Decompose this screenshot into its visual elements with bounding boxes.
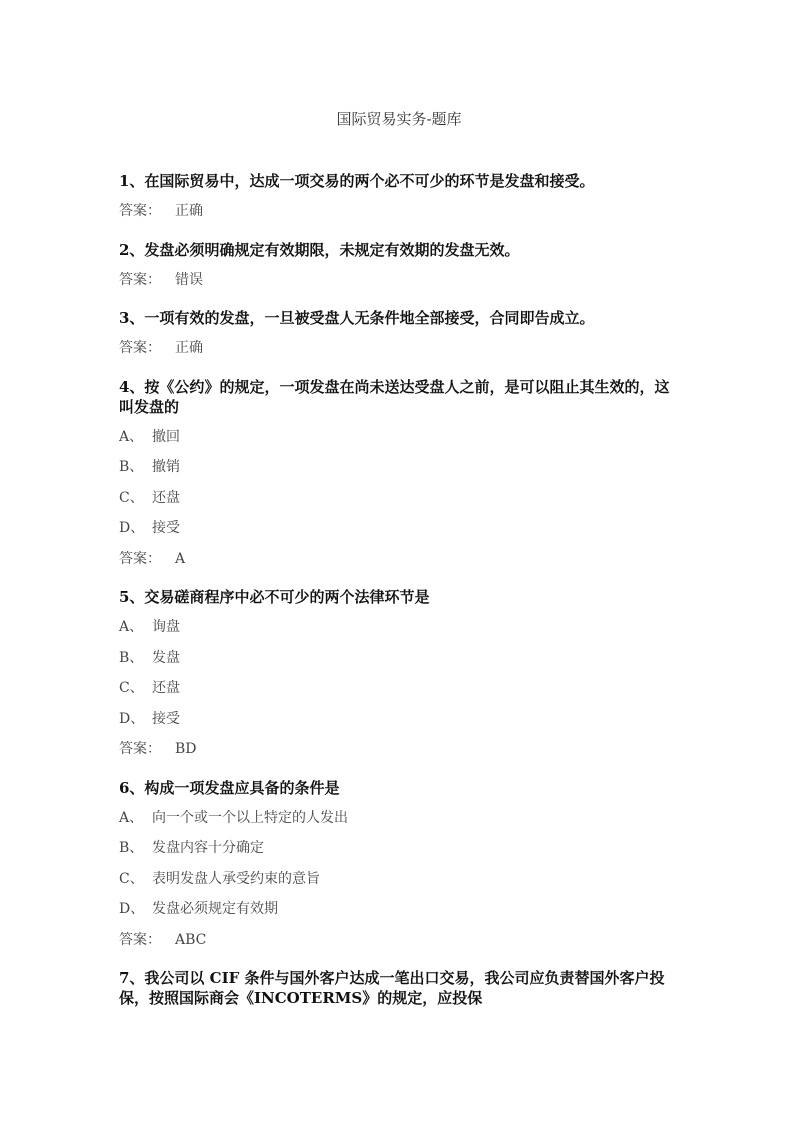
answer-option xyxy=(119,483,679,514)
answer-option xyxy=(119,612,679,643)
option-text: 发盘内容十分确定 xyxy=(152,840,264,856)
answer-value: A xyxy=(175,550,186,567)
option-key: B、 xyxy=(119,649,144,666)
answer-option xyxy=(119,673,679,704)
option-text: 还盘 xyxy=(152,680,180,696)
option-text: 撤回 xyxy=(152,428,180,445)
option-key: A、 xyxy=(119,809,144,826)
answer-option xyxy=(119,803,679,834)
option-text: 向一个或一个以上特定的人发出 xyxy=(152,809,348,826)
answer-option xyxy=(119,864,679,895)
option-key: A、 xyxy=(119,619,144,635)
option-text: 表明发盘人承受约束的意旨 xyxy=(152,870,320,887)
answer-line xyxy=(119,196,679,227)
answer-line xyxy=(119,544,679,575)
option-key: D、 xyxy=(119,901,145,917)
answer-value: 正确 xyxy=(175,340,203,356)
question-text: 3、一项有效的发盘，一旦被受盘人无条件地全部接受，合同即告成立。 xyxy=(119,309,595,327)
option-key: C、 xyxy=(119,489,144,506)
option-key: C、 xyxy=(119,870,144,887)
answer-label: 答案： xyxy=(119,203,161,219)
answer-value: 正确 xyxy=(175,203,203,219)
answer-value: 错误 xyxy=(175,271,203,288)
answer-label: 答案： xyxy=(119,271,161,288)
option-key: B、 xyxy=(119,840,144,856)
answer-label: 答案： xyxy=(119,741,161,757)
answer-option xyxy=(119,643,679,674)
answer-option xyxy=(119,894,679,925)
answer-option xyxy=(119,704,679,735)
answer-option xyxy=(119,513,679,544)
answer-line xyxy=(119,925,679,956)
option-text: 接受 xyxy=(152,520,180,536)
option-key: B、 xyxy=(119,459,144,475)
option-key: D、 xyxy=(119,520,145,536)
option-text: 询盘 xyxy=(152,619,180,635)
answer-label: 答案： xyxy=(119,931,161,948)
answer-line xyxy=(119,265,679,296)
answer-line xyxy=(119,734,679,765)
option-text: 撤销 xyxy=(152,459,180,475)
option-text: 发盘必须规定有效期 xyxy=(152,901,278,917)
question-text: 6、构成一项发盘应具备的条件是 xyxy=(119,778,340,797)
option-text: 发盘 xyxy=(152,649,180,666)
question-text: 5、交易磋商程序中必不可少的两个法律环节是 xyxy=(119,588,430,606)
answer-value: ABC xyxy=(175,931,207,948)
answer-value: BD xyxy=(175,741,197,757)
answer-option xyxy=(119,422,679,453)
question-text: 2、发盘必须明确规定有效期限，未规定有效期的发盘无效。 xyxy=(119,240,520,259)
question-text: 7、我公司以 CIF 条件与国外客户达成一笔出口交易，我公司应负责替国外客户投保，按照国际商会《INCOTERMS》的规定，应投保 xyxy=(119,969,665,1007)
question-list xyxy=(119,171,679,1013)
option-key: C、 xyxy=(119,680,144,696)
option-key: D、 xyxy=(119,710,145,727)
option-key: A、 xyxy=(119,428,144,445)
answer-option xyxy=(119,452,679,483)
option-text: 还盘 xyxy=(152,489,180,506)
question-text: 1、在国际贸易中，达成一项交易的两个必不可少的环节是发盘和接受。 xyxy=(119,172,595,190)
question-text: 4、按《公约》的规定，一项发盘在尚未送达受盘人之前，是可以阻止其生效的，这叫发盘的 xyxy=(119,377,670,416)
answer-label: 答案： xyxy=(119,340,161,356)
document-title: 国际贸易实务-题库 xyxy=(336,110,462,128)
option-text: 接受 xyxy=(152,710,180,727)
answer-option xyxy=(119,833,679,864)
answer-line xyxy=(119,333,679,364)
answer-label: 答案： xyxy=(119,550,161,567)
